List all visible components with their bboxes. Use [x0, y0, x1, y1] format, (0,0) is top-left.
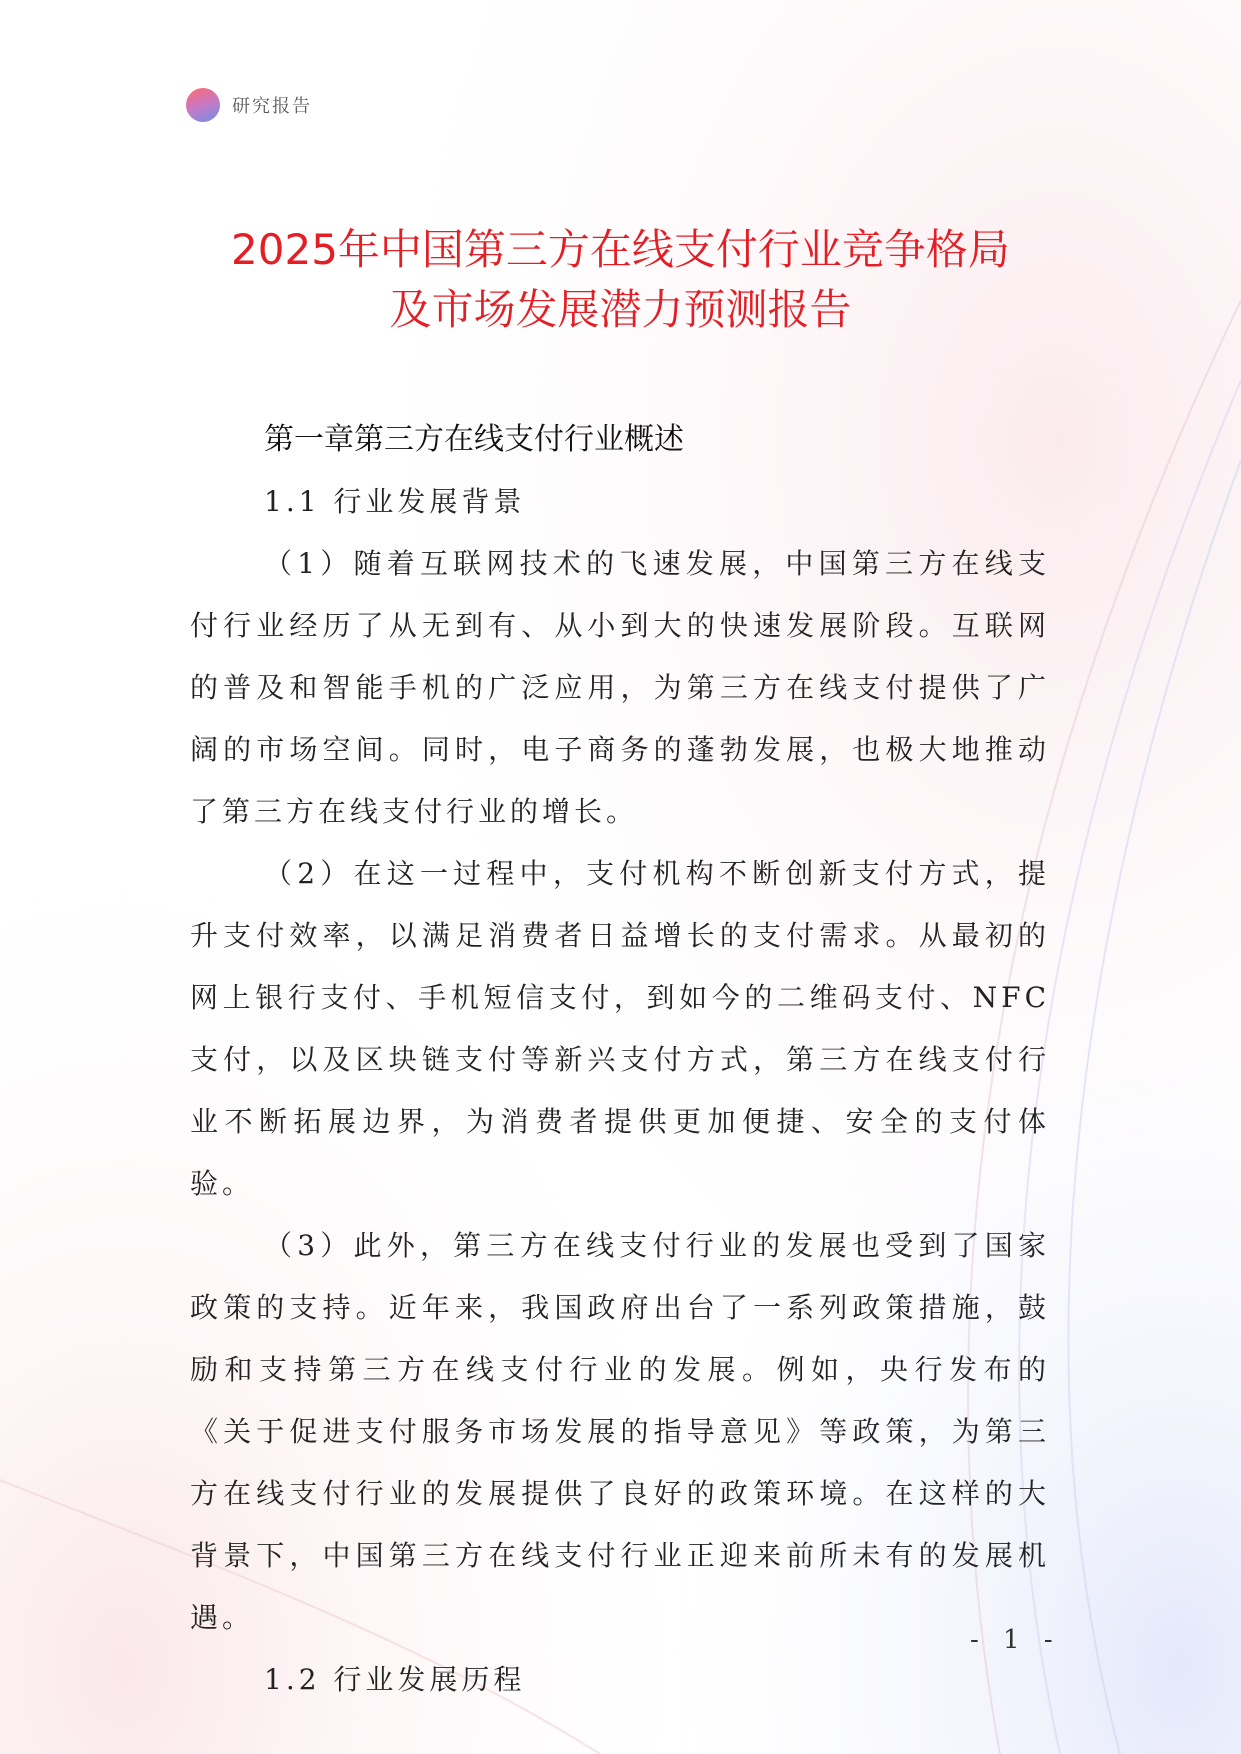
title-line-2: 及市场发展潜力预测报告	[389, 285, 852, 334]
section-heading-1-1: 1.1 行业发展背景	[264, 485, 526, 518]
logo-icon	[186, 88, 220, 122]
chapter-heading: 第一章第三方在线支付行业概述	[264, 422, 684, 457]
document-body	[190, 409, 1050, 1711]
section-heading-1-2: 1.2 行业发展历程	[264, 1663, 526, 1696]
report-header	[186, 88, 312, 122]
header-label: 研究报告	[232, 96, 312, 117]
paragraph-1: （1）随着互联网技术的飞速发展，中国第三方在线支付行业经历了从无到有、从小到大的快速发展阶段。互联网的普及和智能手机的广泛应用，为第三方在线支付提供了广阔的市场空间。同时，电子商务的蓬勃发展，也极大地推动了第三方在线支付行业的增长。	[190, 547, 1050, 828]
paragraph-2: （2）在这一过程中，支付机构不断创新支付方式，提升支付效率，以满足消费者日益增长的支付需求。从最初的网上银行支付、手机短信支付，到如今的二维码支付、NFC 支付，以及区块链支付等新兴支付方式，第三方在线支付行业不断拓展边界，为消费者提供更加便捷、安全的支付体验。	[190, 857, 1050, 1200]
paragraph-3: （3）此外，第三方在线支付行业的发展也受到了国家政策的支持。近年来，我国政府出台了一系列政策措施，鼓励和支持第三方在线支付行业的发展。例如，央行发布的《关于促进支付服务市场发展的指导意见》等政策，为第三方在线支付行业的发展提供了良好的政策环境。在这样的大背景下，中国第三方在线支付行业正迎来前所未有的发展机遇。	[190, 1229, 1050, 1634]
report-title	[150, 220, 1091, 340]
page-number: - 1 -	[970, 1625, 1061, 1655]
title-line-1: 2025年中国第三方在线支付行业竞争格局	[231, 225, 1010, 274]
